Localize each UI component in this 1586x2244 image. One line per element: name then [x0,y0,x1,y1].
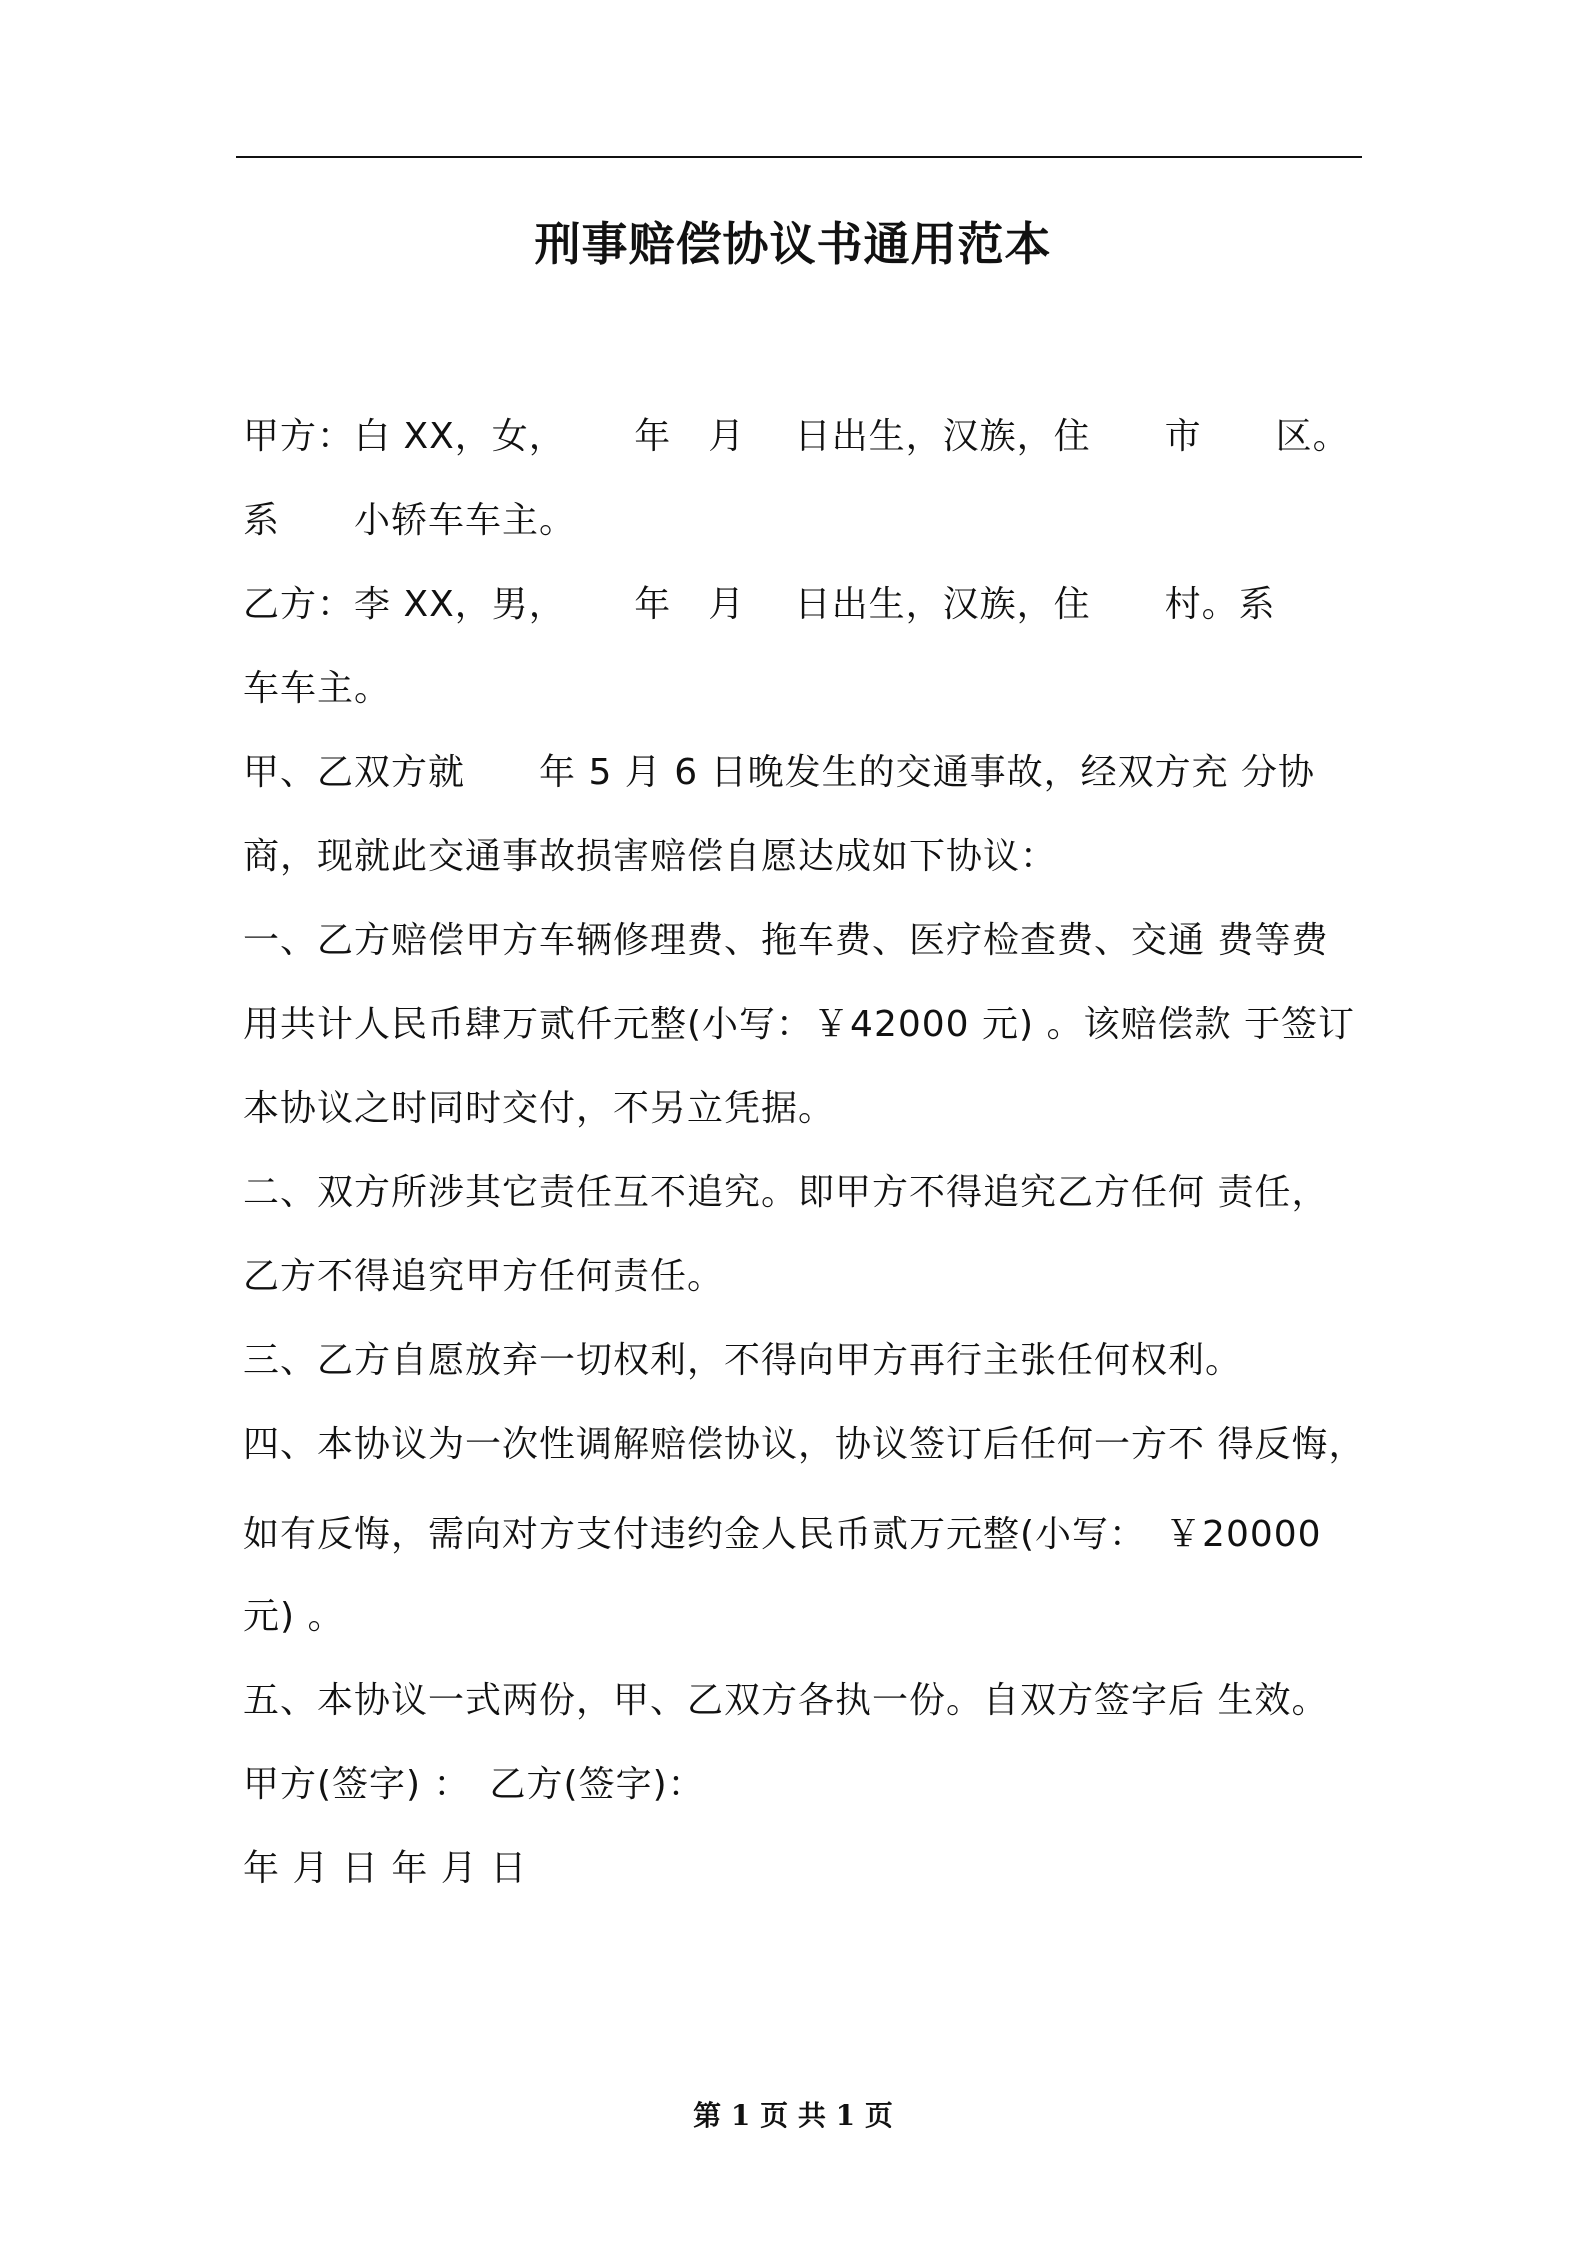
clause-1-line-2: 用共计人民币肆万贰仟元整(小写：￥42000 元) 。该赔偿款 于签订 [243,1004,1355,1045]
preamble-line-1: 甲、乙双方就 年 5 月 6 日晚发生的交通事故，经双方充 分协 [243,752,1316,793]
preamble-line-2: 商，现就此交通事故损害赔偿自愿达成如下协议： [243,836,1058,877]
clause-2-line-2: 乙方不得追究甲方任何责任。 [243,1256,725,1297]
document-title: 刑事赔偿协议书通用范本 [534,217,1052,271]
party-b-line-2: 车车主。 [243,668,392,709]
clause-4-line-1: 四、本协议为一次性调解赔偿协议，协议签订后任何一方不 得反悔， [243,1424,1366,1465]
date-line: 年 月 日 年 月 日 [243,1848,528,1889]
clause-3-line-1: 三、乙方自愿放弃一切权利，不得向甲方再行主张任何权利。 [243,1340,1243,1381]
clause-5-line-1: 五、本协议一式两份，甲、乙双方各执一份。自双方签字后 生效。 [243,1680,1329,1721]
page-number: 第 1 页 共 1 页 [693,2099,893,2132]
clause-2-line-1: 二、双方所涉其它责任互不追究。即甲方不得追究乙方任何 责任， [243,1172,1329,1213]
party-a-line-1: 甲方：白 XX，女， 年 月 日出生，汉族，住 市 区。 [243,416,1350,457]
clause-4-line-3: 元) 。 [243,1596,345,1637]
clause-4-line-2: 如有反悔，需向对方支付违约金人民币贰万元整(小写： ￥20000 [243,1514,1322,1555]
clause-1-line-3: 本协议之时同时交付，不另立凭据。 [243,1088,836,1129]
header-rule [236,156,1362,158]
party-a-line-2: 系 小轿车车主。 [243,500,577,541]
signature-line: 甲方(签字) ： 乙方(签字)： [243,1764,705,1805]
party-b-line-1: 乙方：李 XX，男， 年 月 日出生，汉族，住 村。系 [243,584,1276,625]
clause-1-line-1: 一、乙方赔偿甲方车辆修理费、拖车费、医疗检查费、交通 费等费 [243,920,1329,961]
